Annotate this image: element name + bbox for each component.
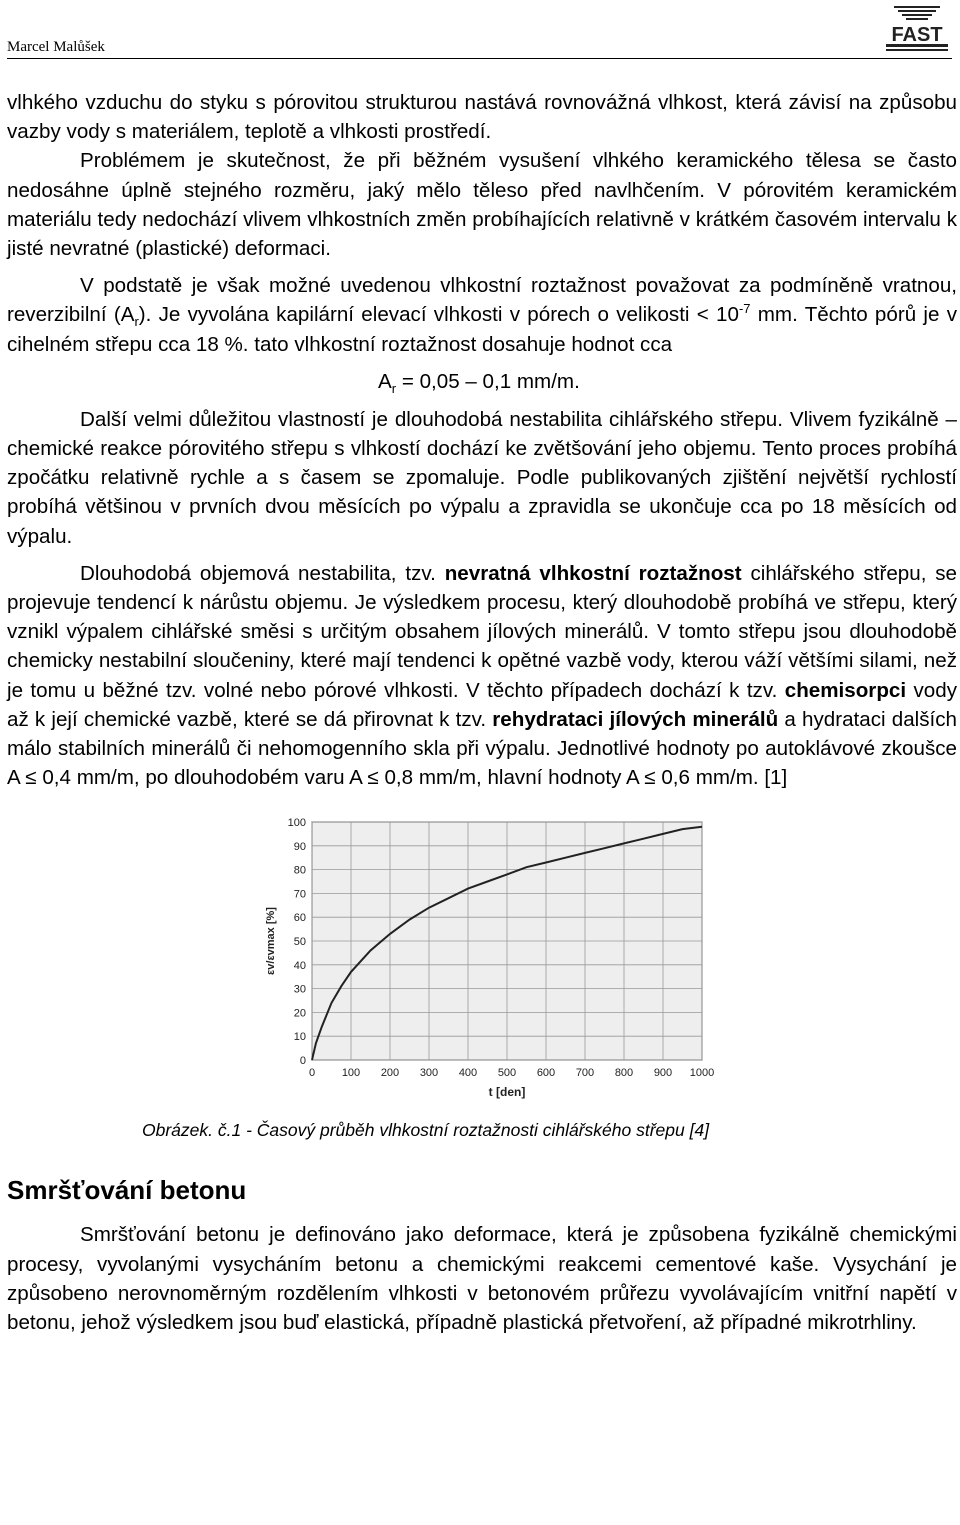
x-tick-label: 500 xyxy=(497,1067,517,1080)
y-tick-label: 50 xyxy=(293,936,306,949)
y-axis-label: εv/εvmax [%] xyxy=(265,907,277,976)
header-rule xyxy=(7,58,952,59)
logo-text: FAST xyxy=(891,24,943,46)
paragraph-3: V podstatě je však možné uvedenou vlhkostní roztažnost považovat za podmíněně vratnou, reverzibilní $(A_r)$. Je vyvolána kapilární elevací vlhkosti v pórech o velikosti < $10^{-7}$ mm. Těchto pórů je v cihelném střepu cca 18 %. tato vlhkostní roztažnost dosahuje hodnot cca xyxy=(7,274,957,356)
y-tick-label: 60 xyxy=(293,912,306,925)
x-tick-label: 200 xyxy=(380,1067,400,1080)
x-tick-label: 700 xyxy=(575,1067,595,1080)
x-tick-label: 100 xyxy=(341,1067,361,1080)
x-tick-label: 800 xyxy=(614,1067,634,1080)
document-body xyxy=(7,88,957,1337)
page-header xyxy=(0,0,960,64)
formula: $A_r = 0,05 - 0,1$ mm/m. xyxy=(378,369,580,396)
y-tick-label: 100 xyxy=(287,817,306,830)
y-tick-label: 30 xyxy=(293,984,306,997)
paragraph-1: vlhkého vzduchu do styku s pórovitou strukturou nastává rovnovážná vlhkost, která závisí na způsobu vazby vody s materiálem, teplotě a vlhkosti prostředí. xyxy=(7,91,957,144)
paragraph-5: Dlouhodobá objemová nestabilita, tzv. nevratná vlhkostní roztažnost cihlářského střepu, se projevuje tendencí k nárůstu objemu. Je výsledkem procesu, který dlouhodobě probíhá ve střepu, který vznikl výpalem cihlářské směsi s určitým obsahem jílových minerálů. V tomto střepu jsou dlouhodobě chemicky nestabilní sloučeniny, které mají tendenci k opětné vazbě vody, kterou váží většími silami, než je tomu u běžné tzv. volné nebo pórové vlhkosti. V těchto případech dochází k tzv. chemisorpci vody až k její chemické vazbě, které se dá přirovnat k tzv. rehydrataci jílových minerálů a hydrataci dalších málo stabilních minerálů či nehomogenního skla při výpalu. Jednotlivé hodnoty po autoklávové zkoušce A ≤ 0,4 mm/m, po dlouhodobém varu A ≤ 0,8 mm/m, hlavní hodnoty A ≤ 0,6 mm/m. [1] xyxy=(7,561,958,790)
y-tick-label: 40 xyxy=(293,960,306,973)
x-tick-label: 300 xyxy=(419,1067,439,1080)
y-tick-label: 20 xyxy=(293,1007,306,1020)
x-axis-label: t [den] xyxy=(488,1085,526,1100)
paragraph-2: Problémem je skutečnost, že při běžném vysušení vlhkého keramického tělesa se často nedosáhne úplně stejného rozměru, jaký mělo těleso před navlhčením. V pórovitém keramickém materiálu tedy nedochází vlivem vlhkostních změn probíhajících relativně v krátkém časovém intervalu k jisté nevratné (plastické) deformaci. xyxy=(7,149,957,261)
author-name: Marcel Malůšek xyxy=(7,39,105,55)
paragraph-4: Další velmi důležitou vlastností je dlouhodobá nestabilita cihlářského střepu. Vlivem fyzikálně – chemické reakce pórovitého střepu s vlhkostí dochází ke zvětšování jeho objemu. Tento proces probíhá zpočátku relativně rychle a s časem se zpomaluje. Podle publikovaných zjištění největší rychlostí probíhá většinou v prvních dvou měsících po výpalu a zpravidla se ukončuje cca po 18 měsících od výpalu. xyxy=(7,407,957,548)
section-heading: Smršťování betonu xyxy=(7,1175,247,1206)
x-tick-label: 400 xyxy=(458,1067,478,1080)
y-tick-label: 70 xyxy=(293,888,306,901)
y-tick-label: 10 xyxy=(293,1031,306,1044)
y-tick-label: 0 xyxy=(299,1055,306,1068)
x-tick-label: 1000 xyxy=(689,1067,715,1080)
x-tick-label: 600 xyxy=(536,1067,556,1080)
x-tick-label: 0 xyxy=(308,1067,316,1080)
paragraph-6: Smršťování betonu je definováno jako deformace, která je způsobena fyzikálně chemickými procesy, vyvolanými vysycháním betonu a chemickými reakcemi cementové kaše. Vysychání je způsobeno nerovnoměrným rozdělením vlhkosti v betonovém průřezu vyvolávajícím vnitřní napětí v betonu, jehož výsledkem jsou buď elastická, případně plastická přetvoření, až případné mikrotrhliny. xyxy=(7,1223,957,1335)
figure-caption: Obrázek. č.1 - Časový průběh vlhkostní roztažnosti cihlářského střepu [4] xyxy=(142,1120,710,1141)
fast-logo-icon xyxy=(884,4,950,54)
figure-chart xyxy=(254,814,724,1104)
y-tick-label: 80 xyxy=(293,865,306,878)
x-tick-label: 900 xyxy=(653,1067,673,1080)
line-chart xyxy=(254,814,724,1104)
y-tick-label: 90 xyxy=(293,841,306,854)
